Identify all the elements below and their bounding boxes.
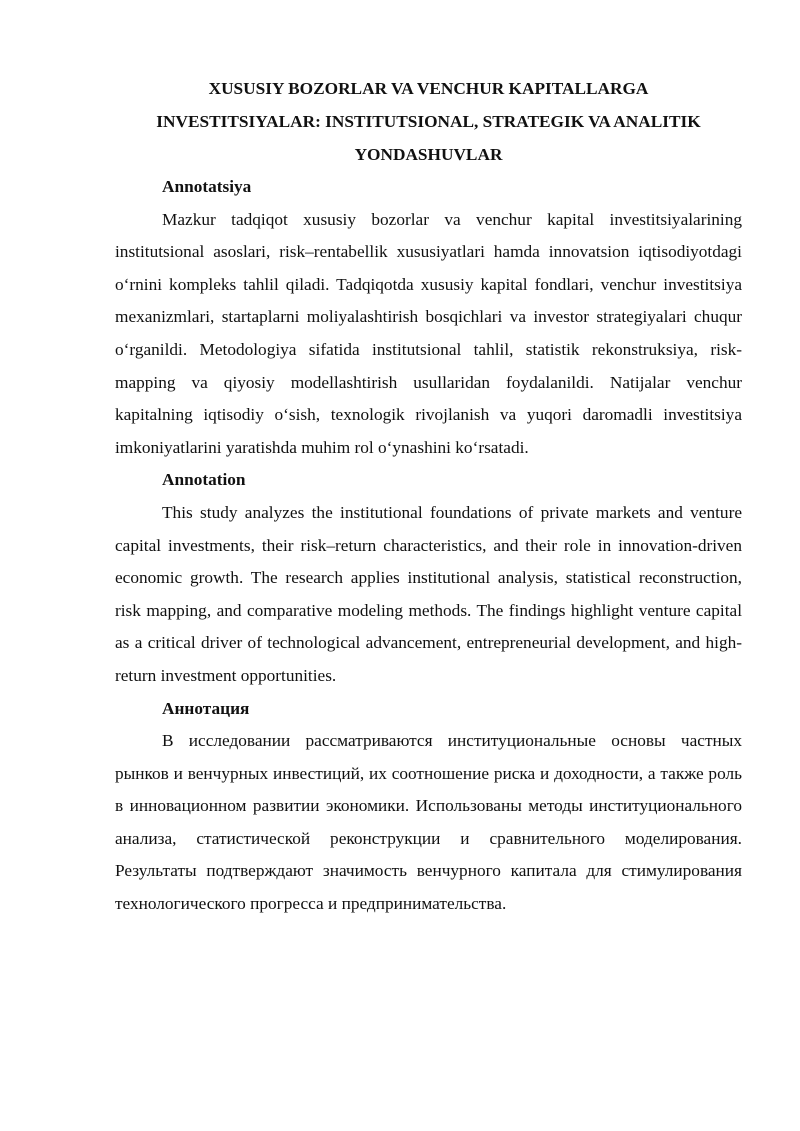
title-line-1: XUSUSIY BOZORLAR VA VENCHUR KAPITALLARGA [208, 79, 649, 98]
title-line-3: YONDASHUVLAR [354, 145, 503, 164]
annotation-en-text: This study analyzes the institutional foundations of private markets and venture capital investments, their risk–return characteristics, and their role in innovation-driven economic growth. The research applies institutional analysis, statistical reconstruction, risk mapping, and comparative modeling methods. The findings highlight venture capital as a critical driver of technological advancement, entrepreneurial development, and high-return investment opportunities. [115, 502, 742, 685]
annotation-ru-heading: Аннотация [162, 698, 250, 718]
annotation-en-heading: Annotation [162, 470, 246, 490]
document-page [115, 72, 742, 921]
title-line-2: INVESTITSIYALAR: INSTITUTSIONAL, STRATEGIK VA ANALITIK [156, 112, 701, 131]
annotation-ru-text: В исследовании рассматриваются институциональные основы частных рынков и венчурных инвестиций, их соотношение риска и доходности, а также роль в инновационном развитии экономики. Использованы методы институционального анализа, статистической реконструкции и сравнительного моделирования. Результаты подтверждают значимость венчурного капитала для стимулирования технологического прогресса и предпринимательства. [115, 731, 742, 914]
annotation-uz-text: Mazkur tadqiqot xususiy bozorlar va venchur kapital investitsiyalarining institutsional asoslari, risk–rentabellik xususiyatlari hamda innovatsion iqtisodiyotdagi o‘rnini kompleks tahlil qiladi. Tadqiqotda xususiy kapital fondlari, venchur investitsiya mexanizmlari, startaplarni moliyalashtirish bosqichlari va investor strategiyalari chuqur o‘rganildi. Metodologiya sifatida institutsional tahlil, statistik rekonstruksiya, risk-mapping va qiyosiy modellashtirish usullaridan foydalanildi. Natijalar venchur kapitalning iqtisodiy o‘sish, texnologik rivojlanish va yuqori daromadli investitsiya imkoniyatlarini yaratishda muhim rol o‘ynashini ko‘rsatadi. [115, 209, 742, 457]
annotation-uz-heading: Annotatsiya [162, 177, 252, 196]
paper-title [115, 72, 742, 171]
